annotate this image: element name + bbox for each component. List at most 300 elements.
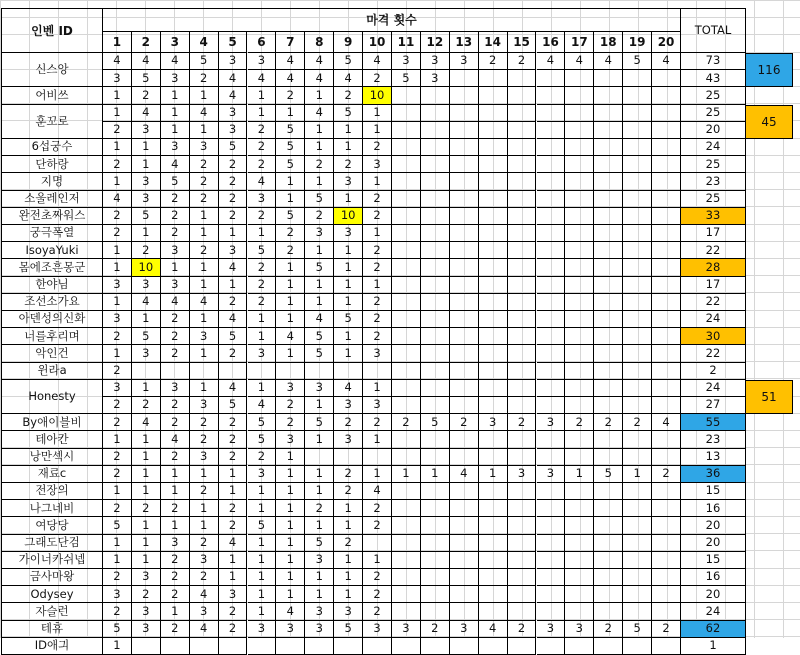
data-cell[interactable]: 3 xyxy=(248,53,277,70)
data-cell[interactable] xyxy=(479,586,508,603)
data-cell[interactable]: 2 xyxy=(190,191,219,208)
data-cell[interactable]: 1 xyxy=(248,105,277,122)
data-cell[interactable] xyxy=(421,449,450,466)
data-cell[interactable] xyxy=(652,483,681,500)
data-cell[interactable]: 4 xyxy=(219,70,248,87)
data-cell[interactable]: 3 xyxy=(219,105,248,122)
data-cell[interactable]: 1 xyxy=(276,535,305,552)
data-cell[interactable] xyxy=(565,242,594,259)
data-cell[interactable]: 1 xyxy=(132,311,161,328)
data-cell[interactable] xyxy=(537,363,566,380)
data-cell[interactable]: 1 xyxy=(363,122,392,139)
data-cell[interactable]: 4 xyxy=(450,466,479,483)
data-cell[interactable]: 3 xyxy=(450,53,479,70)
data-cell[interactable]: 4 xyxy=(161,156,190,173)
data-cell[interactable]: 2 xyxy=(248,139,277,156)
header-col-6[interactable]: 6 xyxy=(248,32,277,53)
data-cell[interactable]: 1 xyxy=(305,569,334,586)
data-cell[interactable]: 10 xyxy=(363,87,392,104)
data-cell[interactable]: 1 xyxy=(248,311,277,328)
row-name[interactable]: 악인건 xyxy=(1,345,103,362)
data-cell[interactable]: 3 xyxy=(161,535,190,552)
data-cell[interactable] xyxy=(652,431,681,448)
data-cell[interactable]: 2 xyxy=(190,431,219,448)
data-cell[interactable] xyxy=(565,208,594,225)
data-cell[interactable]: 3 xyxy=(103,380,132,397)
data-cell[interactable] xyxy=(479,156,508,173)
row-name[interactable]: 어비쓰 xyxy=(1,87,103,104)
data-cell[interactable] xyxy=(565,431,594,448)
data-cell[interactable] xyxy=(450,156,479,173)
data-cell[interactable] xyxy=(508,139,537,156)
data-cell[interactable] xyxy=(565,345,594,362)
data-cell[interactable] xyxy=(594,208,623,225)
data-cell[interactable]: 2 xyxy=(219,414,248,431)
header-col-17[interactable]: 17 xyxy=(565,32,594,53)
data-cell[interactable]: 2 xyxy=(132,586,161,603)
data-cell[interactable] xyxy=(421,483,450,500)
row-name[interactable]: 한야님 xyxy=(1,277,103,294)
data-cell[interactable] xyxy=(450,208,479,225)
data-cell[interactable] xyxy=(190,363,219,380)
total-cell[interactable]: 15 xyxy=(681,552,746,569)
data-cell[interactable] xyxy=(594,277,623,294)
data-cell[interactable] xyxy=(132,363,161,380)
data-cell[interactable]: 3 xyxy=(190,449,219,466)
data-cell[interactable] xyxy=(392,345,421,362)
total-cell[interactable]: 36 xyxy=(681,466,746,483)
total-cell[interactable]: 33 xyxy=(681,208,746,225)
data-cell[interactable]: 1 xyxy=(276,483,305,500)
row-name[interactable]: 여당당 xyxy=(1,517,103,534)
data-cell[interactable]: 2 xyxy=(161,208,190,225)
data-cell[interactable]: 1 xyxy=(334,552,363,569)
data-cell[interactable]: 1 xyxy=(161,466,190,483)
data-cell[interactable] xyxy=(537,449,566,466)
data-cell[interactable]: 1 xyxy=(421,466,450,483)
data-cell[interactable]: 1 xyxy=(363,466,392,483)
data-cell[interactable] xyxy=(450,380,479,397)
data-cell[interactable] xyxy=(623,139,652,156)
data-cell[interactable]: 2 xyxy=(190,173,219,190)
data-cell[interactable] xyxy=(392,105,421,122)
data-cell[interactable] xyxy=(652,535,681,552)
row-name[interactable]: IsoyaYuki xyxy=(1,242,103,259)
data-cell[interactable] xyxy=(565,259,594,276)
total-cell[interactable]: 22 xyxy=(681,294,746,311)
data-cell[interactable]: 1 xyxy=(305,173,334,190)
data-cell[interactable] xyxy=(392,380,421,397)
data-cell[interactable] xyxy=(508,363,537,380)
data-cell[interactable] xyxy=(652,603,681,620)
data-cell[interactable]: 1 xyxy=(479,466,508,483)
data-cell[interactable]: 2 xyxy=(103,397,132,414)
row-name[interactable]: Odysey xyxy=(1,586,103,603)
data-cell[interactable]: 1 xyxy=(103,535,132,552)
data-cell[interactable] xyxy=(652,345,681,362)
data-cell[interactable] xyxy=(537,242,566,259)
data-cell[interactable] xyxy=(623,70,652,87)
data-cell[interactable] xyxy=(565,517,594,534)
data-cell[interactable]: 5 xyxy=(248,414,277,431)
data-cell[interactable] xyxy=(392,638,421,655)
data-cell[interactable]: 3 xyxy=(161,277,190,294)
data-cell[interactable]: 4 xyxy=(161,431,190,448)
header-col-16[interactable]: 16 xyxy=(537,32,566,53)
data-cell[interactable]: 4 xyxy=(276,603,305,620)
data-cell[interactable] xyxy=(508,311,537,328)
data-cell[interactable]: 5 xyxy=(219,397,248,414)
data-cell[interactable]: 1 xyxy=(190,87,219,104)
data-cell[interactable] xyxy=(652,449,681,466)
data-cell[interactable]: 1 xyxy=(363,552,392,569)
data-cell[interactable] xyxy=(479,191,508,208)
data-cell[interactable]: 4 xyxy=(132,414,161,431)
data-cell[interactable] xyxy=(450,517,479,534)
row-name[interactable]: 테아칸 xyxy=(1,431,103,448)
data-cell[interactable]: 2 xyxy=(219,173,248,190)
data-cell[interactable]: 5 xyxy=(132,328,161,345)
data-cell[interactable] xyxy=(565,380,594,397)
data-cell[interactable]: 2 xyxy=(421,621,450,638)
data-cell[interactable]: 3 xyxy=(132,621,161,638)
data-cell[interactable] xyxy=(594,139,623,156)
data-cell[interactable] xyxy=(421,208,450,225)
data-cell[interactable]: 2 xyxy=(161,191,190,208)
data-cell[interactable]: 1 xyxy=(161,122,190,139)
data-cell[interactable] xyxy=(594,294,623,311)
data-cell[interactable]: 2 xyxy=(161,311,190,328)
data-cell[interactable] xyxy=(479,294,508,311)
header-col-13[interactable]: 13 xyxy=(450,32,479,53)
data-cell[interactable]: 1 xyxy=(334,586,363,603)
data-cell[interactable]: 5 xyxy=(334,53,363,70)
data-cell[interactable] xyxy=(537,173,566,190)
data-cell[interactable] xyxy=(479,328,508,345)
data-cell[interactable] xyxy=(652,586,681,603)
data-cell[interactable] xyxy=(652,139,681,156)
data-cell[interactable]: 1 xyxy=(334,139,363,156)
data-cell[interactable]: 4 xyxy=(161,53,190,70)
data-cell[interactable]: 4 xyxy=(276,53,305,70)
data-cell[interactable]: 5 xyxy=(421,414,450,431)
data-cell[interactable] xyxy=(623,586,652,603)
data-cell[interactable] xyxy=(508,483,537,500)
header-col-12[interactable]: 12 xyxy=(421,32,450,53)
data-cell[interactable] xyxy=(565,363,594,380)
data-cell[interactable] xyxy=(421,397,450,414)
data-cell[interactable] xyxy=(594,345,623,362)
data-cell[interactable] xyxy=(537,122,566,139)
data-cell[interactable]: 2 xyxy=(219,208,248,225)
data-cell[interactable]: 1 xyxy=(161,603,190,620)
data-cell[interactable] xyxy=(508,500,537,517)
data-cell[interactable]: 2 xyxy=(305,156,334,173)
data-cell[interactable]: 10 xyxy=(132,259,161,276)
total-cell[interactable]: 30 xyxy=(681,328,746,345)
data-cell[interactable]: 1 xyxy=(248,535,277,552)
data-cell[interactable]: 1 xyxy=(276,569,305,586)
data-cell[interactable] xyxy=(392,517,421,534)
data-cell[interactable] xyxy=(594,431,623,448)
data-cell[interactable] xyxy=(508,380,537,397)
data-cell[interactable]: 2 xyxy=(219,621,248,638)
row-name[interactable]: 너를후리며 xyxy=(1,328,103,345)
data-cell[interactable]: 5 xyxy=(103,621,132,638)
data-cell[interactable]: 5 xyxy=(305,191,334,208)
data-cell[interactable] xyxy=(623,363,652,380)
data-cell[interactable]: 3 xyxy=(276,621,305,638)
data-cell[interactable] xyxy=(392,363,421,380)
data-cell[interactable]: 3 xyxy=(363,397,392,414)
data-cell[interactable]: 1 xyxy=(305,517,334,534)
data-cell[interactable]: 2 xyxy=(248,259,277,276)
data-cell[interactable] xyxy=(594,397,623,414)
data-cell[interactable] xyxy=(594,517,623,534)
data-cell[interactable]: 1 xyxy=(103,105,132,122)
data-cell[interactable] xyxy=(161,363,190,380)
data-cell[interactable]: 1 xyxy=(276,259,305,276)
data-cell[interactable] xyxy=(508,225,537,242)
data-cell[interactable] xyxy=(594,122,623,139)
data-cell[interactable]: 1 xyxy=(334,122,363,139)
data-cell[interactable]: 2 xyxy=(248,449,277,466)
data-cell[interactable] xyxy=(537,500,566,517)
data-cell[interactable] xyxy=(421,363,450,380)
data-cell[interactable]: 3 xyxy=(305,380,334,397)
data-cell[interactable]: 2 xyxy=(190,535,219,552)
data-cell[interactable] xyxy=(594,363,623,380)
data-cell[interactable] xyxy=(421,191,450,208)
data-cell[interactable] xyxy=(421,294,450,311)
data-cell[interactable] xyxy=(623,638,652,655)
data-cell[interactable] xyxy=(450,431,479,448)
data-cell[interactable] xyxy=(421,311,450,328)
row-name[interactable]: 재료c xyxy=(1,466,103,483)
data-cell[interactable]: 4 xyxy=(363,483,392,500)
data-cell[interactable]: 3 xyxy=(363,621,392,638)
data-cell[interactable]: 3 xyxy=(161,139,190,156)
data-cell[interactable] xyxy=(392,500,421,517)
data-cell[interactable] xyxy=(594,242,623,259)
data-cell[interactable]: 1 xyxy=(190,466,219,483)
data-cell[interactable]: 1 xyxy=(276,449,305,466)
data-cell[interactable]: 2 xyxy=(248,156,277,173)
header-group[interactable]: 마격 횟수 xyxy=(103,8,681,32)
data-cell[interactable]: 2 xyxy=(363,311,392,328)
data-cell[interactable]: 1 xyxy=(623,466,652,483)
data-cell[interactable] xyxy=(623,328,652,345)
data-cell[interactable]: 1 xyxy=(334,259,363,276)
data-cell[interactable] xyxy=(623,259,652,276)
data-cell[interactable] xyxy=(623,173,652,190)
data-cell[interactable]: 1 xyxy=(161,105,190,122)
data-cell[interactable] xyxy=(392,569,421,586)
data-cell[interactable] xyxy=(652,552,681,569)
data-cell[interactable]: 3 xyxy=(334,173,363,190)
total-cell[interactable]: 2 xyxy=(681,363,746,380)
data-cell[interactable]: 1 xyxy=(190,277,219,294)
data-cell[interactable]: 4 xyxy=(537,53,566,70)
data-cell[interactable] xyxy=(363,363,392,380)
data-cell[interactable] xyxy=(537,105,566,122)
data-cell[interactable]: 4 xyxy=(190,105,219,122)
data-cell[interactable]: 1 xyxy=(190,208,219,225)
data-cell[interactable] xyxy=(421,638,450,655)
data-cell[interactable] xyxy=(623,242,652,259)
data-cell[interactable]: 3 xyxy=(190,603,219,620)
data-cell[interactable]: 4 xyxy=(219,535,248,552)
data-cell[interactable] xyxy=(594,225,623,242)
data-cell[interactable]: 1 xyxy=(248,87,277,104)
data-cell[interactable]: 3 xyxy=(190,328,219,345)
data-cell[interactable] xyxy=(537,259,566,276)
data-cell[interactable]: 2 xyxy=(248,208,277,225)
data-cell[interactable]: 2 xyxy=(363,328,392,345)
data-cell[interactable] xyxy=(565,311,594,328)
data-cell[interactable]: 2 xyxy=(103,225,132,242)
data-cell[interactable]: 1 xyxy=(103,87,132,104)
data-cell[interactable] xyxy=(594,380,623,397)
data-cell[interactable]: 1 xyxy=(276,191,305,208)
data-cell[interactable]: 2 xyxy=(363,70,392,87)
data-cell[interactable] xyxy=(479,638,508,655)
data-cell[interactable] xyxy=(334,638,363,655)
data-cell[interactable]: 2 xyxy=(103,569,132,586)
data-cell[interactable] xyxy=(652,277,681,294)
row-name[interactable]: 몸에조흔몽군 xyxy=(1,259,103,276)
data-cell[interactable]: 1 xyxy=(276,586,305,603)
data-cell[interactable] xyxy=(537,380,566,397)
data-cell[interactable] xyxy=(392,449,421,466)
row-name[interactable]: 테휴 xyxy=(1,621,103,638)
data-cell[interactable] xyxy=(479,500,508,517)
data-cell[interactable]: 1 xyxy=(132,225,161,242)
total-cell[interactable]: 24 xyxy=(681,139,746,156)
data-cell[interactable]: 1 xyxy=(190,380,219,397)
data-cell[interactable] xyxy=(508,345,537,362)
data-cell[interactable] xyxy=(623,431,652,448)
data-cell[interactable] xyxy=(392,156,421,173)
total-cell[interactable]: 28 xyxy=(681,259,746,276)
data-cell[interactable]: 1 xyxy=(363,277,392,294)
data-cell[interactable] xyxy=(623,397,652,414)
data-cell[interactable] xyxy=(508,70,537,87)
data-cell[interactable]: 4 xyxy=(219,311,248,328)
data-cell[interactable] xyxy=(450,294,479,311)
data-cell[interactable]: 3 xyxy=(132,569,161,586)
data-cell[interactable]: 1 xyxy=(161,259,190,276)
data-cell[interactable]: 2 xyxy=(508,414,537,431)
data-cell[interactable] xyxy=(479,225,508,242)
data-cell[interactable] xyxy=(537,431,566,448)
data-cell[interactable] xyxy=(421,122,450,139)
data-cell[interactable]: 3 xyxy=(103,70,132,87)
data-cell[interactable]: 5 xyxy=(305,345,334,362)
group-sum-cell[interactable]: 45 xyxy=(745,105,793,139)
total-cell[interactable]: 62 xyxy=(681,621,746,638)
data-cell[interactable] xyxy=(594,449,623,466)
data-cell[interactable]: 2 xyxy=(190,156,219,173)
data-cell[interactable]: 5 xyxy=(276,156,305,173)
data-cell[interactable]: 5 xyxy=(334,105,363,122)
data-cell[interactable]: 1 xyxy=(363,380,392,397)
total-cell[interactable]: 23 xyxy=(681,431,746,448)
total-cell[interactable]: 23 xyxy=(681,173,746,190)
data-cell[interactable] xyxy=(508,586,537,603)
data-cell[interactable] xyxy=(565,586,594,603)
data-cell[interactable]: 1 xyxy=(334,294,363,311)
data-cell[interactable] xyxy=(508,328,537,345)
data-cell[interactable]: 3 xyxy=(334,225,363,242)
data-cell[interactable]: 5 xyxy=(248,242,277,259)
data-cell[interactable] xyxy=(421,328,450,345)
total-cell[interactable]: 25 xyxy=(681,87,746,104)
data-cell[interactable] xyxy=(392,483,421,500)
row-name[interactable]: Honesty xyxy=(1,380,103,414)
data-cell[interactable] xyxy=(392,191,421,208)
data-cell[interactable] xyxy=(450,70,479,87)
data-cell[interactable]: 1 xyxy=(103,431,132,448)
data-cell[interactable]: 1 xyxy=(305,277,334,294)
data-cell[interactable]: 2 xyxy=(219,449,248,466)
data-cell[interactable]: 4 xyxy=(132,294,161,311)
data-cell[interactable] xyxy=(537,208,566,225)
data-cell[interactable]: 1 xyxy=(248,483,277,500)
data-cell[interactable] xyxy=(392,552,421,569)
data-cell[interactable]: 4 xyxy=(190,294,219,311)
data-cell[interactable] xyxy=(219,638,248,655)
data-cell[interactable] xyxy=(565,535,594,552)
data-cell[interactable]: 2 xyxy=(248,277,277,294)
data-cell[interactable] xyxy=(594,569,623,586)
data-cell[interactable]: 1 xyxy=(334,345,363,362)
data-cell[interactable]: 1 xyxy=(276,552,305,569)
data-cell[interactable] xyxy=(537,586,566,603)
data-cell[interactable] xyxy=(479,242,508,259)
data-cell[interactable]: 2 xyxy=(276,242,305,259)
total-cell[interactable]: 73 xyxy=(681,53,746,70)
data-cell[interactable]: 2 xyxy=(190,414,219,431)
data-cell[interactable] xyxy=(537,87,566,104)
data-cell[interactable]: 1 xyxy=(276,294,305,311)
data-cell[interactable] xyxy=(508,105,537,122)
data-cell[interactable] xyxy=(594,70,623,87)
data-cell[interactable]: 3 xyxy=(479,414,508,431)
data-cell[interactable] xyxy=(623,311,652,328)
data-cell[interactable] xyxy=(305,638,334,655)
total-cell[interactable]: 24 xyxy=(681,311,746,328)
data-cell[interactable]: 3 xyxy=(103,277,132,294)
data-cell[interactable]: 4 xyxy=(334,70,363,87)
data-cell[interactable] xyxy=(450,242,479,259)
data-cell[interactable]: 5 xyxy=(219,328,248,345)
data-cell[interactable]: 2 xyxy=(363,208,392,225)
data-cell[interactable] xyxy=(479,449,508,466)
data-cell[interactable] xyxy=(479,483,508,500)
data-cell[interactable] xyxy=(479,173,508,190)
data-cell[interactable] xyxy=(219,363,248,380)
data-cell[interactable]: 3 xyxy=(161,380,190,397)
data-cell[interactable]: 2 xyxy=(594,414,623,431)
data-cell[interactable] xyxy=(508,397,537,414)
data-cell[interactable]: 4 xyxy=(305,311,334,328)
data-cell[interactable]: 2 xyxy=(594,621,623,638)
data-cell[interactable]: 5 xyxy=(276,139,305,156)
data-cell[interactable]: 2 xyxy=(363,414,392,431)
data-cell[interactable]: 1 xyxy=(248,380,277,397)
data-cell[interactable]: 5 xyxy=(276,208,305,225)
